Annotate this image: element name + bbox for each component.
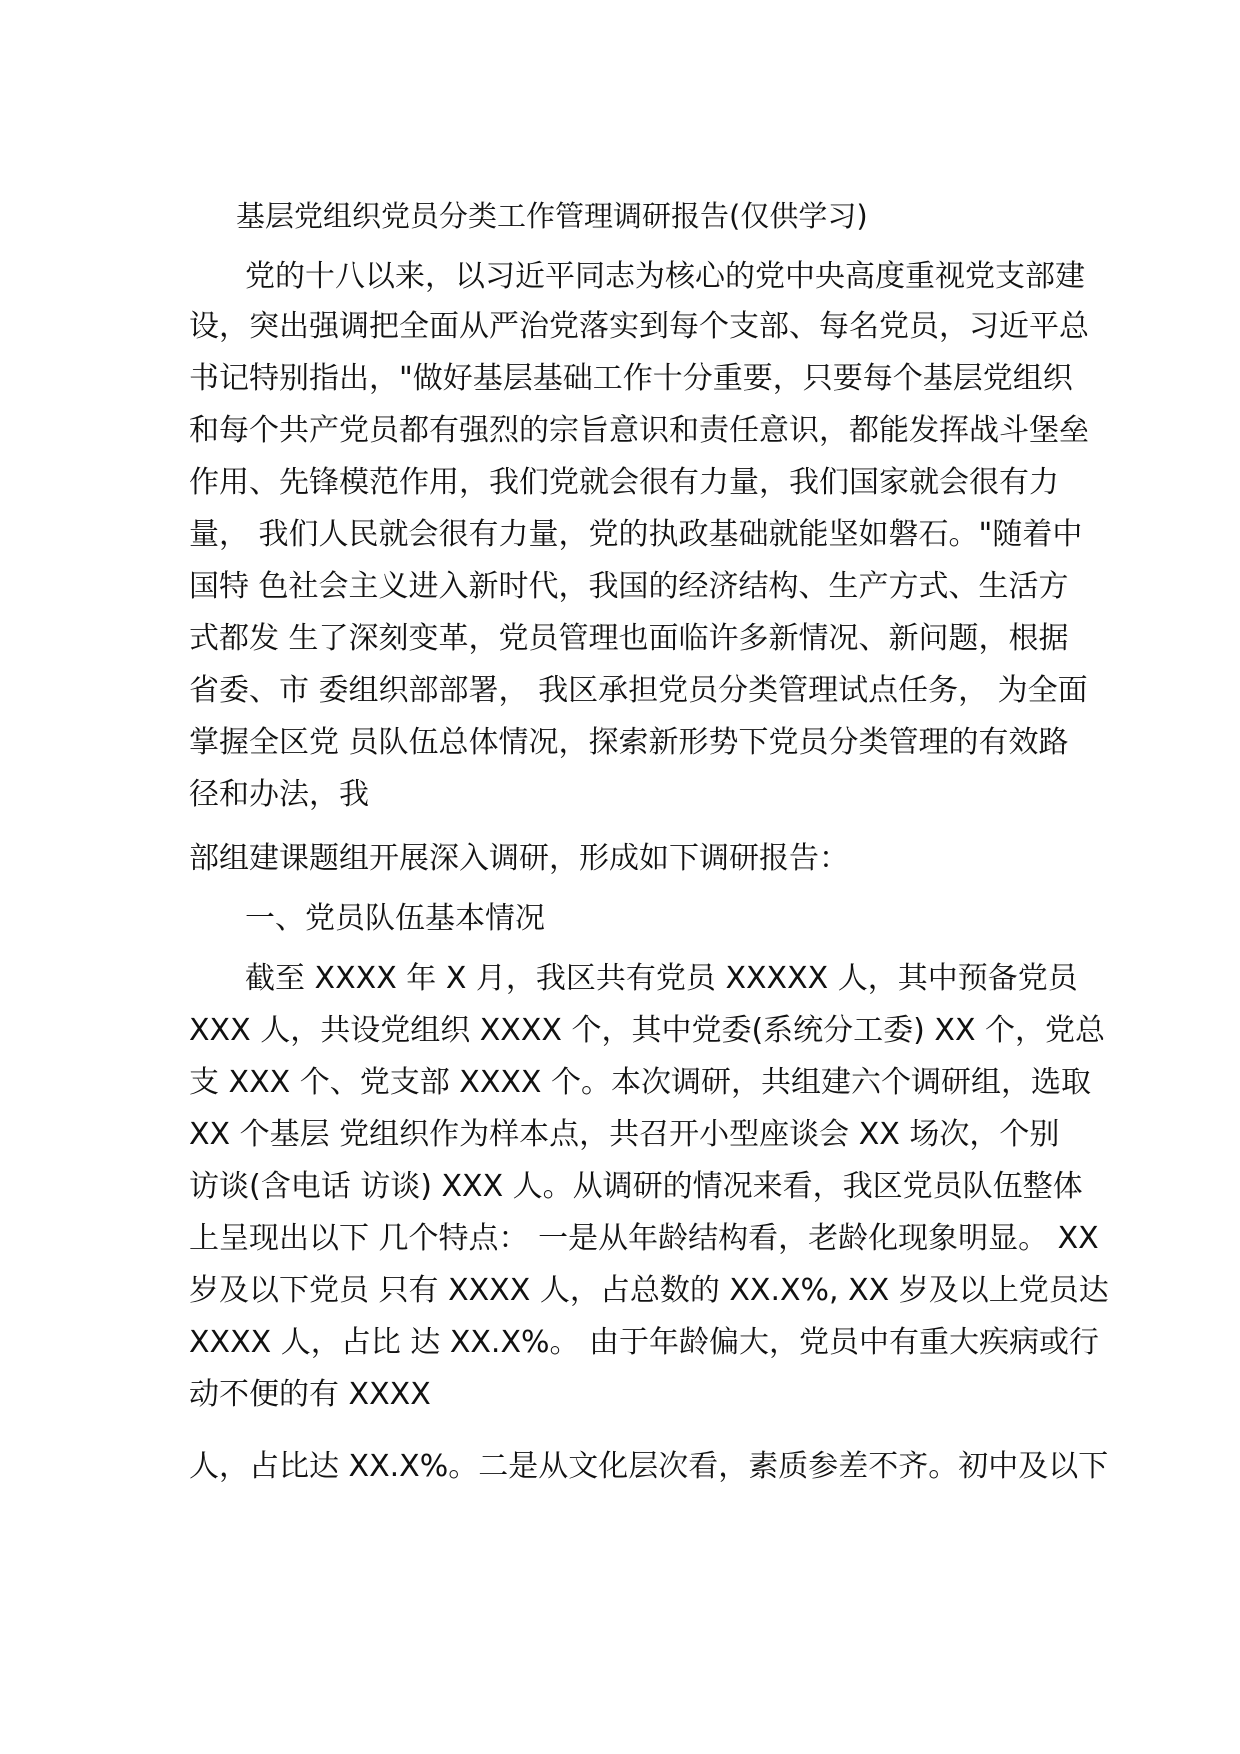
document-title: 基层党组织党员分类工作管理调研报告(仅供学习): [236, 199, 868, 233]
paragraph-line: 设，突出强调把全面从严治党落实到每个支部、每名党员，习近平总: [189, 309, 1089, 344]
paragraph-line: XXXX 人，占比 达 XX.X%。 由于年龄偏大，党员中有重大疾病或行: [189, 1325, 1100, 1360]
paragraph-line: 省委、市 委组织部部署， 我区承担党员分类管理试点任务， 为全面: [189, 673, 1088, 708]
paragraph-line: 国特 色社会主义进入新时代，我国的经济结构、生产方式、生活方: [189, 569, 1069, 604]
paragraph-line: 和每个共产党员都有强烈的宗旨意识和责任意识，都能发挥战斗堡垒: [189, 413, 1089, 448]
paragraph-line: 式都发 生了深刻变革，党员管理也面临许多新情况、新问题，根据: [189, 621, 1069, 656]
paragraph-line: XX 个基层 党组织作为样本点，共召开小型座谈会 XX 场次，个别: [189, 1117, 1060, 1152]
paragraph-line: 截至 XXXX 年 X 月，我区共有党员 XXXXX 人，其中预备党员: [245, 961, 1078, 996]
paragraph-line: 支 XXX 个、党支部 XXXX 个。本次调研，共组建六个调研组，选取: [189, 1065, 1092, 1100]
paragraph-line: 人，占比达 XX.X%。二是从文化层次看，素质参差不齐。初中及以下: [189, 1449, 1109, 1484]
paragraph-line: 部组建课题组开展深入调研，形成如下调研报告：: [189, 841, 849, 876]
paragraph-line: 掌握全区党 员队伍总体情况，探索新形势下党员分类管理的有效路: [189, 725, 1069, 760]
paragraph-line: 党的十八以来，以习近平同志为核心的党中央高度重视党支部建: [245, 259, 1085, 294]
paragraph-line: 量， 我们人民就会很有力量，党的执政基础就能坚如磐石。"随着中: [189, 517, 1083, 552]
paragraph-line: 岁及以下党员 只有 XXXX 人，占总数的 XX.X%, XX 岁及以上党员达: [189, 1273, 1109, 1308]
paragraph-line: 动不便的有 XXXX: [189, 1377, 431, 1412]
section-heading: 一、党员队伍基本情况: [245, 901, 545, 936]
paragraph-line: 作用、先锋模范作用，我们党就会很有力量，我们国家就会很有力: [189, 465, 1059, 500]
paragraph-line: XXX 人，共设党组织 XXXX 个，其中党委(系统分工委) XX 个，党总: [189, 1013, 1106, 1048]
paragraph-line: 上呈现出以下 几个特点： 一是从年龄结构看，老龄化现象明显。 XX: [189, 1221, 1099, 1256]
paragraph-line: 访谈(含电话 访谈) XXX 人。从调研的情况来看，我区党员队伍整体: [189, 1169, 1083, 1204]
paragraph-line: 书记特别指出，"做好基层基础工作十分重要，只要每个基层党组织: [189, 361, 1073, 396]
paragraph-line: 径和办法，我: [189, 777, 369, 812]
